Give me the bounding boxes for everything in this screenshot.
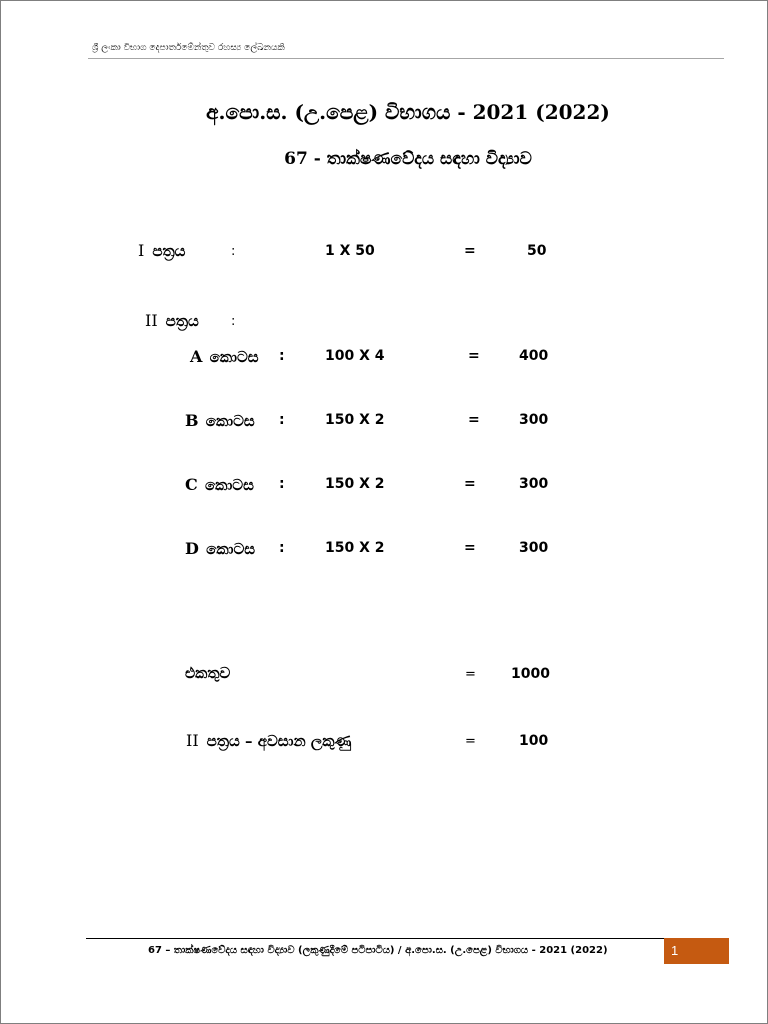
subject-title: 67 - තාක්ෂණවේදය සඳහා විද්‍යාව bbox=[284, 149, 532, 169]
part-a-letter: A bbox=[190, 347, 203, 366]
footer-text: 67 – තාක්ෂණවේදය සඳහා විද්‍යාව (ලකුණුදීමේ පටිපාටිය) / අ.පො.ස. (උ.පෙළ) විභාගය - 2021 (2022) bbox=[148, 945, 608, 956]
paper2-roman: II bbox=[145, 311, 158, 330]
part-b-formula: 150 X 2 bbox=[325, 412, 385, 428]
part-a-total: 400 bbox=[519, 348, 549, 364]
part-c-text: කොටස bbox=[204, 476, 254, 494]
part-d-equals: = bbox=[464, 540, 476, 556]
footer-rule bbox=[86, 938, 666, 939]
part-d-colon: : bbox=[279, 540, 285, 556]
paper1-formula: 1 X 50 bbox=[325, 243, 375, 259]
part-d-text: කොටස bbox=[206, 540, 256, 558]
paper1-text: පත්‍රය bbox=[152, 242, 186, 260]
part-b-colon: : bbox=[279, 412, 285, 428]
final-total: 100 bbox=[519, 733, 549, 749]
page-number-badge: 1 bbox=[664, 938, 729, 964]
part-c-letter: C bbox=[185, 475, 198, 494]
final-equals: = bbox=[465, 734, 476, 749]
part-c-total: 300 bbox=[519, 476, 549, 492]
part-d-label bbox=[185, 539, 255, 558]
page-title: අ.පො.ස. (උ.පෙළ) විභාගය - 2021 (2022) bbox=[206, 100, 610, 124]
sum-label: එකතුව bbox=[185, 664, 231, 682]
part-c-colon: : bbox=[279, 476, 285, 492]
part-b-text: කොටස bbox=[205, 412, 255, 430]
sum-total: 1000 bbox=[511, 666, 550, 682]
paper1-equals: = bbox=[464, 243, 476, 259]
final-roman: II bbox=[186, 731, 199, 750]
final-label bbox=[186, 731, 351, 750]
part-c-label bbox=[185, 475, 254, 494]
paper1-colon: : bbox=[231, 244, 236, 259]
part-a-label bbox=[190, 347, 259, 366]
part-a-formula: 100 X 4 bbox=[325, 348, 385, 364]
part-c-formula: 150 X 2 bbox=[325, 476, 385, 492]
part-c-equals: = bbox=[464, 476, 476, 492]
paper2-colon: : bbox=[231, 314, 236, 329]
part-b-letter: B bbox=[185, 411, 199, 430]
header-rule bbox=[88, 58, 724, 59]
paper2-label bbox=[145, 311, 199, 330]
part-a-equals: = bbox=[468, 348, 480, 364]
part-d-total: 300 bbox=[519, 540, 549, 556]
paper1-total: 50 bbox=[527, 243, 547, 259]
final-text: පත්‍රය – අවසාන ලකුණු bbox=[206, 732, 352, 750]
part-d-formula: 150 X 2 bbox=[325, 540, 385, 556]
header-confidential-text: ශ්‍රී ලංකා විභාග දෙපාර්තමේන්තුව රහස්‍ය ලේඛනයකි bbox=[92, 43, 285, 53]
part-b-label bbox=[185, 411, 255, 430]
paper1-roman: I bbox=[138, 241, 145, 260]
part-d-letter: D bbox=[185, 539, 199, 558]
part-b-equals: = bbox=[468, 412, 480, 428]
sum-equals: = bbox=[465, 667, 476, 682]
paper2-text: පත්‍රය bbox=[165, 312, 199, 330]
part-b-total: 300 bbox=[519, 412, 549, 428]
paper1-label bbox=[138, 241, 185, 260]
part-a-text: කොටස bbox=[209, 348, 259, 366]
part-a-colon: : bbox=[279, 348, 285, 364]
